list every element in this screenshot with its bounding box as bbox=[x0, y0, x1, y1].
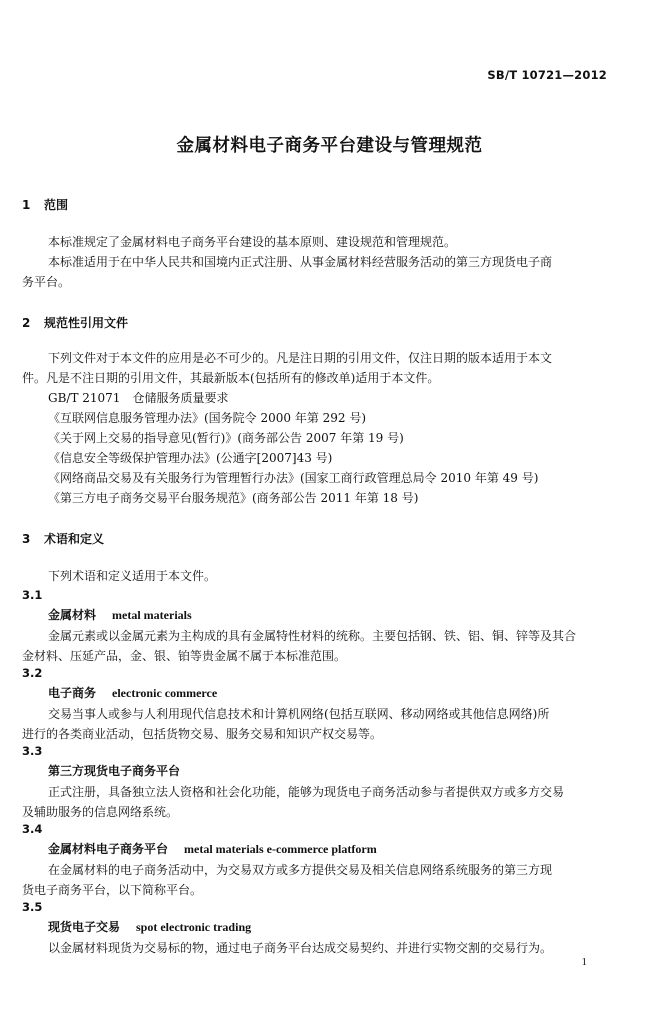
term-en: metal materials bbox=[112, 608, 192, 622]
section-number: 1 bbox=[22, 198, 31, 212]
term-heading bbox=[48, 762, 180, 779]
definition-line: 金材料、压延产品，金、银、铂等贵金属不属于本标准范围。 bbox=[22, 649, 347, 663]
paragraph: 下列文件对于本文件的应用是必不可少的。凡是注日期的引用文件，仅注日期的版本适用于本文 bbox=[48, 351, 553, 365]
definition-line: 进行的各类商业活动，包括货物交易、服务交易和知识产权交易等。 bbox=[22, 727, 383, 741]
term-zh: 第三方现货电子商务平台 bbox=[48, 764, 181, 778]
term-zh: 金属材料 bbox=[48, 608, 97, 622]
paragraph: 本标准规定了金属材料电子商务平台建设的基本原则、建设规范和管理规范。 bbox=[48, 235, 457, 249]
term-zh: 金属材料电子商务平台 bbox=[48, 842, 169, 856]
section-3-heading bbox=[22, 530, 104, 547]
paragraph: 下列术语和定义适用于本文件。 bbox=[48, 569, 217, 583]
clause-number: 3.2 bbox=[22, 666, 43, 680]
term-zh: 电子商务 bbox=[48, 686, 97, 700]
section-title: 范围 bbox=[44, 198, 69, 212]
term-heading bbox=[48, 684, 217, 701]
definition-line: 以金属材料现货为交易标的物，通过电子商务平台达成交易契约、并进行实物交割的交易行为。 bbox=[48, 941, 553, 955]
paragraph-continuation: 件。凡是不注日期的引用文件，其最新版本(包括所有的修改单)适用于本文件。 bbox=[22, 371, 440, 385]
section-number: 2 bbox=[22, 316, 31, 330]
document-title: 金属材料电子商务平台建设与管理规范 bbox=[176, 136, 483, 156]
reference-item: 《互联网信息服务管理办法》(国务院令 2000 年第 292 号) bbox=[48, 411, 367, 425]
reference-item: GB/T 21071 仓储服务质量要求 bbox=[48, 391, 229, 405]
definition-line: 交易当事人或参与人利用现代信息技术和计算机网络(包括互联网、移动网络或其他信息网络)所 bbox=[48, 707, 550, 721]
section-2-heading bbox=[22, 314, 128, 331]
definition-line: 及辅助服务的信息网络系统。 bbox=[22, 805, 179, 819]
term-en: spot electronic trading bbox=[136, 920, 252, 934]
reference-item: 《第三方电子商务交易平台服务规范》(商务部公告 2011 年第 18 号) bbox=[48, 491, 419, 505]
definition-line: 货电子商务平台，以下简称平台。 bbox=[22, 883, 203, 897]
standard-code: SB/T 10721—2012 bbox=[487, 68, 607, 82]
term-zh: 现货电子交易 bbox=[48, 920, 121, 934]
term-en: metal materials e-commerce platform bbox=[184, 842, 377, 856]
section-title: 术语和定义 bbox=[44, 532, 105, 546]
term-heading bbox=[48, 918, 251, 935]
clause-number: 3.5 bbox=[22, 900, 43, 914]
reference-item: 《信息安全等级保护管理办法》(公通字[2007]43 号) bbox=[48, 451, 333, 465]
paragraph: 本标准适用于在中华人民共和国境内正式注册、从事金属材料经营服务活动的第三方现货电子商 bbox=[48, 255, 553, 269]
term-heading bbox=[48, 606, 192, 623]
definition-line: 正式注册，具备独立法人资格和社会化功能，能够为现货电子商务活动参与者提供双方或多方交易 bbox=[48, 785, 565, 799]
reference-item: 《关于网上交易的指导意见(暂行)》(商务部公告 2007 年第 19 号) bbox=[48, 431, 404, 445]
clause-number: 3.3 bbox=[22, 744, 43, 758]
section-title: 规范性引用文件 bbox=[44, 316, 129, 330]
clause-number: 3.1 bbox=[22, 588, 43, 602]
clause-number: 3.4 bbox=[22, 822, 43, 836]
paragraph-continuation: 务平台。 bbox=[22, 275, 71, 289]
definition-line: 金属元素或以金属元素为主构成的具有金属特性材料的统称。主要包括钢、铁、铝、铜、锌等及其合 bbox=[48, 629, 577, 643]
section-1-heading bbox=[22, 196, 68, 213]
definition-line: 在金属材料的电子商务活动中，为交易双方或多方提供交易及相关信息网络系统服务的第三方现 bbox=[48, 863, 553, 877]
reference-item: 《网络商品交易及有关服务行为管理暂行办法》(国家工商行政管理总局令 2010 年第 49 号) bbox=[48, 471, 539, 485]
section-number: 3 bbox=[22, 532, 31, 546]
page-number: 1 bbox=[581, 956, 587, 968]
term-en: electronic commerce bbox=[112, 686, 218, 700]
term-heading bbox=[48, 840, 377, 857]
